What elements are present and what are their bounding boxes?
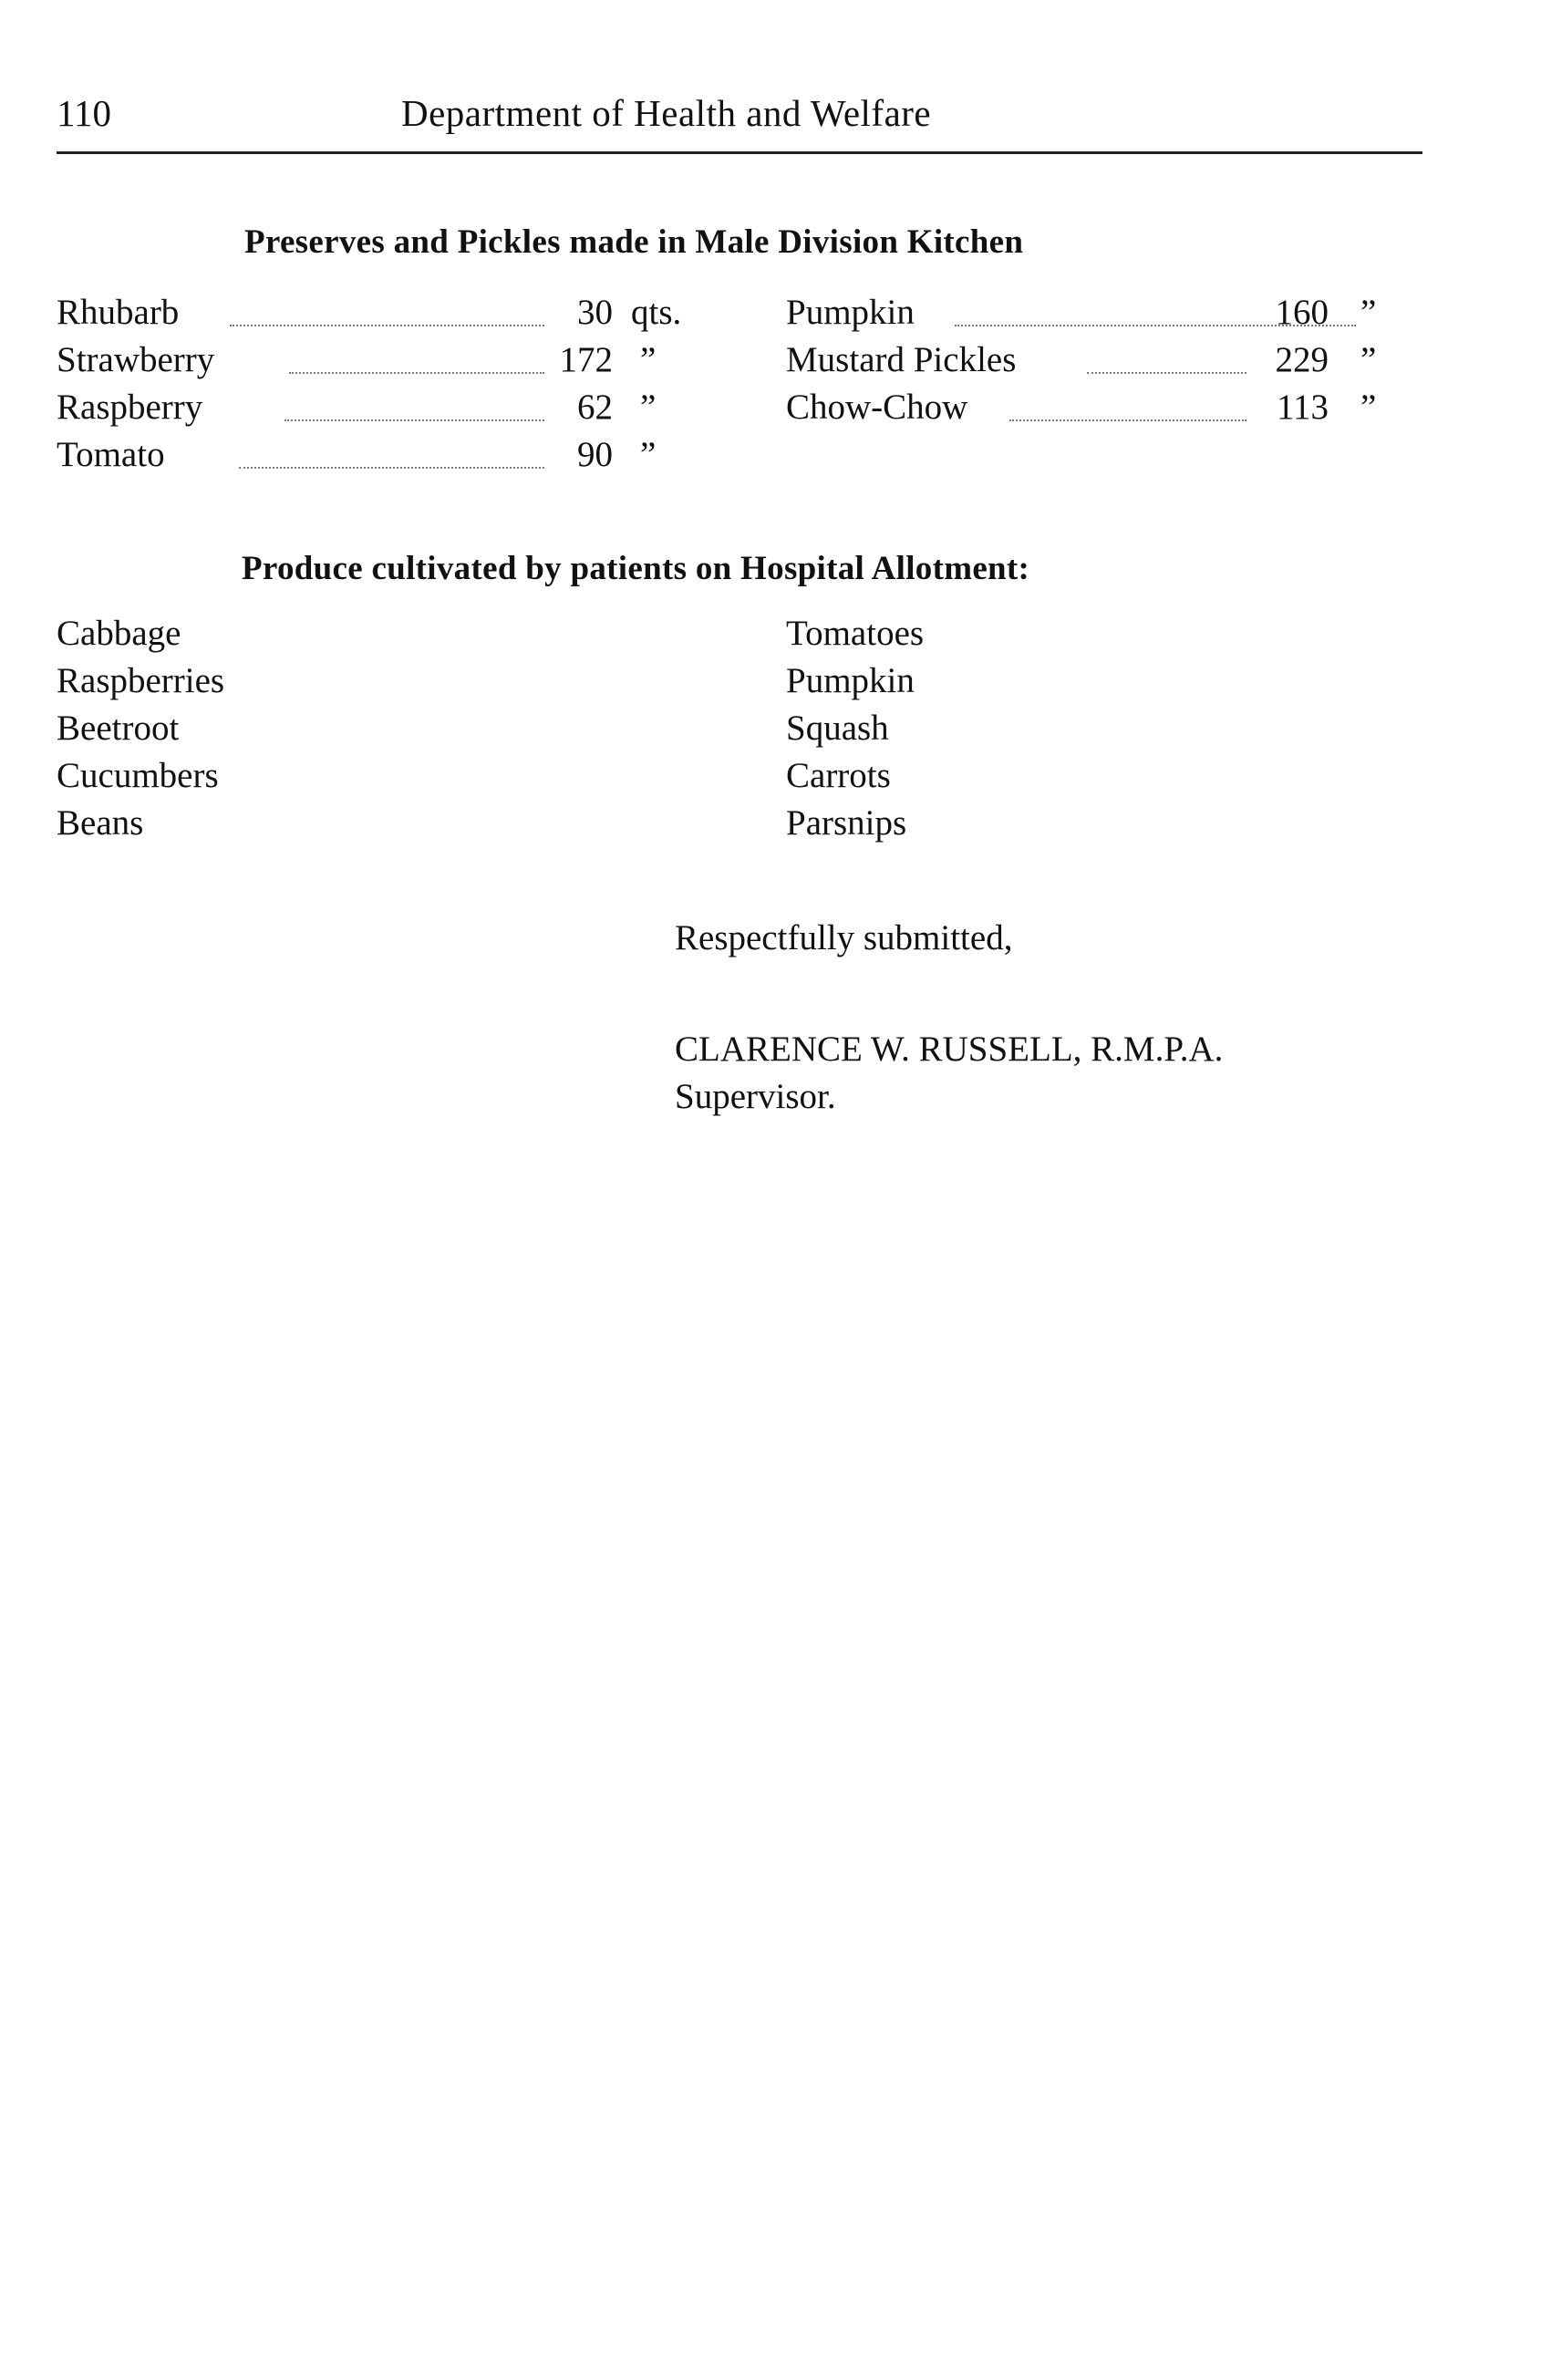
- produce-item: Squash: [786, 709, 889, 748]
- preserves-row: [57, 292, 695, 339]
- preserve-unit: ”: [640, 435, 657, 474]
- dot-leader: [284, 419, 544, 421]
- preserve-unit: ”: [1360, 340, 1377, 379]
- dot-leader: [289, 372, 544, 374]
- preserve-unit: ”: [640, 340, 657, 379]
- produce-item: Cabbage: [57, 614, 181, 653]
- header-rule: [57, 151, 1422, 154]
- produce-item: Pumpkin: [786, 661, 915, 700]
- produce-item: Parsnips: [786, 803, 907, 843]
- preserve-quantity: 90: [577, 435, 613, 474]
- produce-item: Beetroot: [57, 709, 180, 748]
- preserve-quantity: 172: [559, 340, 613, 379]
- preserve-quantity: 160: [1275, 293, 1329, 332]
- preserve-unit: ”: [640, 388, 657, 427]
- preserve-quantity: 30: [577, 293, 613, 332]
- produce-item: Beans: [57, 803, 144, 843]
- preserve-name: Mustard Pickles: [786, 340, 1017, 379]
- preserve-quantity: 113: [1276, 388, 1329, 427]
- preserves-row: [786, 339, 1424, 387]
- dot-leader: [239, 467, 544, 469]
- closing-line: Respectfully submitted,: [675, 918, 1013, 957]
- preserves-row: [786, 387, 1424, 434]
- preserves-row: [57, 387, 695, 434]
- produce-item: Raspberries: [57, 661, 225, 700]
- preserve-quantity: 229: [1275, 340, 1329, 379]
- signer-name: CLARENCE W. RUSSELL, R.M.P.A.: [675, 1030, 1224, 1069]
- preserve-name: Rhubarb: [57, 293, 180, 332]
- preserve-unit: ”: [1360, 388, 1377, 427]
- preserve-name: Chow-Chow: [786, 388, 968, 427]
- preserve-name: Strawberry: [57, 340, 215, 379]
- preserve-name: Pumpkin: [786, 293, 915, 332]
- preserves-row: [57, 339, 695, 387]
- dot-leader: [1087, 372, 1246, 374]
- preserve-name: Tomato: [57, 435, 165, 474]
- produce-item: Cucumbers: [57, 756, 219, 795]
- preserve-name: Raspberry: [57, 388, 203, 427]
- preserves-row: [57, 434, 695, 481]
- produce-item: Carrots: [786, 756, 891, 795]
- dot-leader: [230, 325, 544, 326]
- preserve-unit: ”: [1360, 293, 1377, 332]
- page-number: 110: [57, 92, 111, 134]
- preserves-heading: Preserves and Pickles made in Male Division Kitchen: [244, 223, 1024, 261]
- produce-item: Tomatoes: [786, 614, 925, 653]
- preserves-row: [786, 292, 1424, 339]
- running-title: Department of Health and Welfare: [401, 92, 932, 134]
- produce-heading: Produce cultivated by patients on Hospital Allotment:: [242, 550, 1030, 587]
- preserve-unit: qts.: [631, 293, 682, 332]
- signer-title: Supervisor.: [675, 1077, 836, 1116]
- dot-leader: [1009, 419, 1246, 421]
- preserve-quantity: 62: [577, 388, 613, 427]
